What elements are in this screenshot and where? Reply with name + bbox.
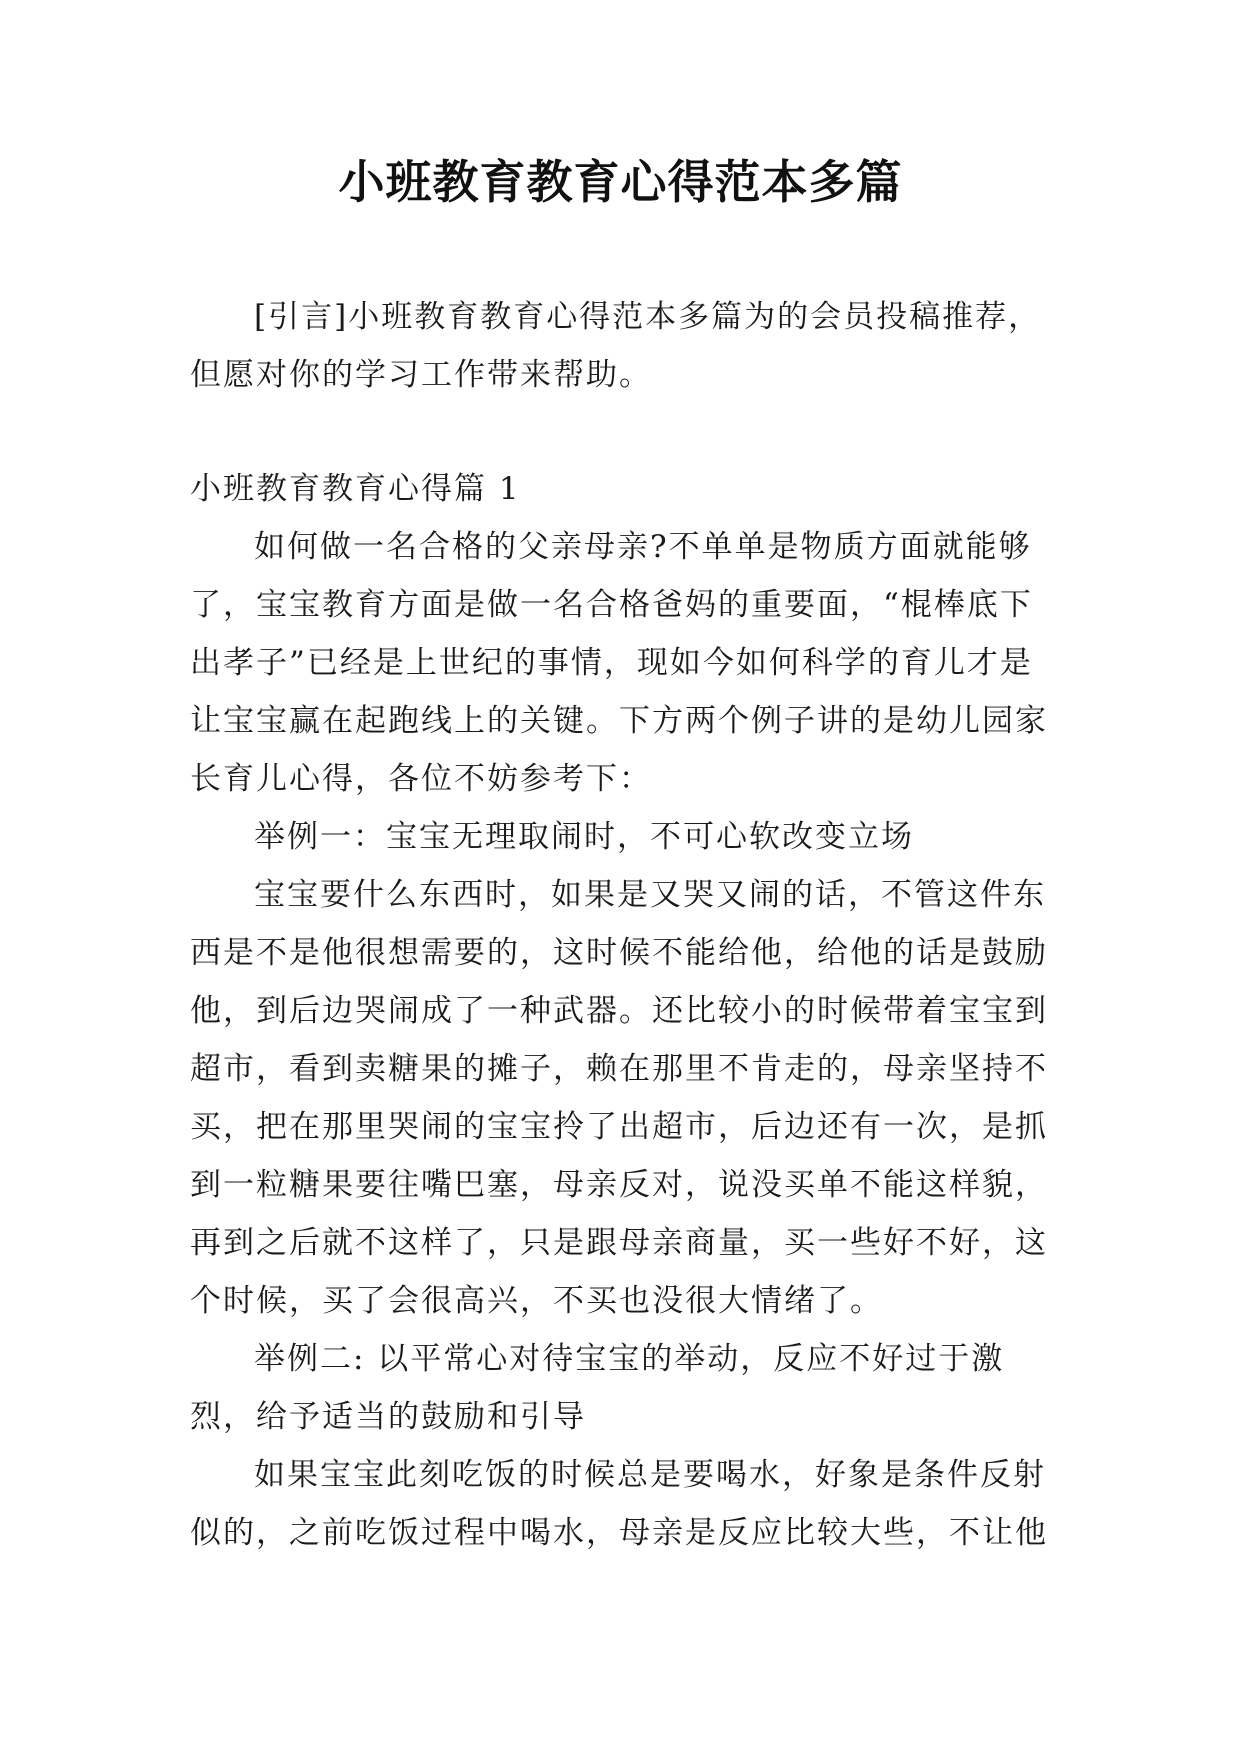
example-heading-2: 举例二: 以平常心对待宝宝的举动，反应不好过于激烈，给予适当的鼓励和引导	[190, 1341, 1005, 1435]
document-body	[190, 460, 1062, 1562]
body-paragraph: 如果宝宝此刻吃饭的时候总是要喝水，好象是条件反射似的，之前吃饭过程中喝水，母亲是反应比较大些，不让他	[190, 1457, 1048, 1551]
body-paragraph: 宝宝要什么东西时，如果是又哭又闹的话，不管这件东西是不是他很想需要的，这时候不能给他，给他的话是鼓励他，到后边哭闹成了一种武器。还比较小的时候带着宝宝到超市，看到卖糖果的摊子，赖在那里不肯走的，母亲坚持不买，把在那里哭闹的宝宝拎了出超市，后边还有一次，是抓到一粒糖果要往嘴巴塞，母亲反对，说没买单不能这样貌，再到之后就不这样了，只是跟母亲商量，买一些好不好，这个时候，买了会很高兴，不买也没很大情绪了。	[190, 877, 1048, 1319]
document-title: 小班教育教育心得范本多篇	[338, 155, 903, 209]
body-paragraph: 如何做一名合格的父亲母亲?不单单是物质方面就能够了，宝宝教育方面是做一名合格爸妈的重要面，“棍棒底下出孝子”已经是上世纪的事情，现如今如何科学的育儿才是让宝宝赢在起跑线上的关键。下方两个例子讲的是幼儿园家长育儿心得，各位不妨参考下：	[190, 529, 1048, 797]
section-heading: 小班教育教育心得篇 1	[190, 471, 521, 507]
intro-paragraph: [引言]小班教育教育心得范本多篇为的会员投稿推荐，但愿对你的学习工作带来帮助。	[190, 299, 1042, 393]
example-heading-1: 举例一：宝宝无理取闹时，不可心软改变立场	[254, 819, 914, 855]
